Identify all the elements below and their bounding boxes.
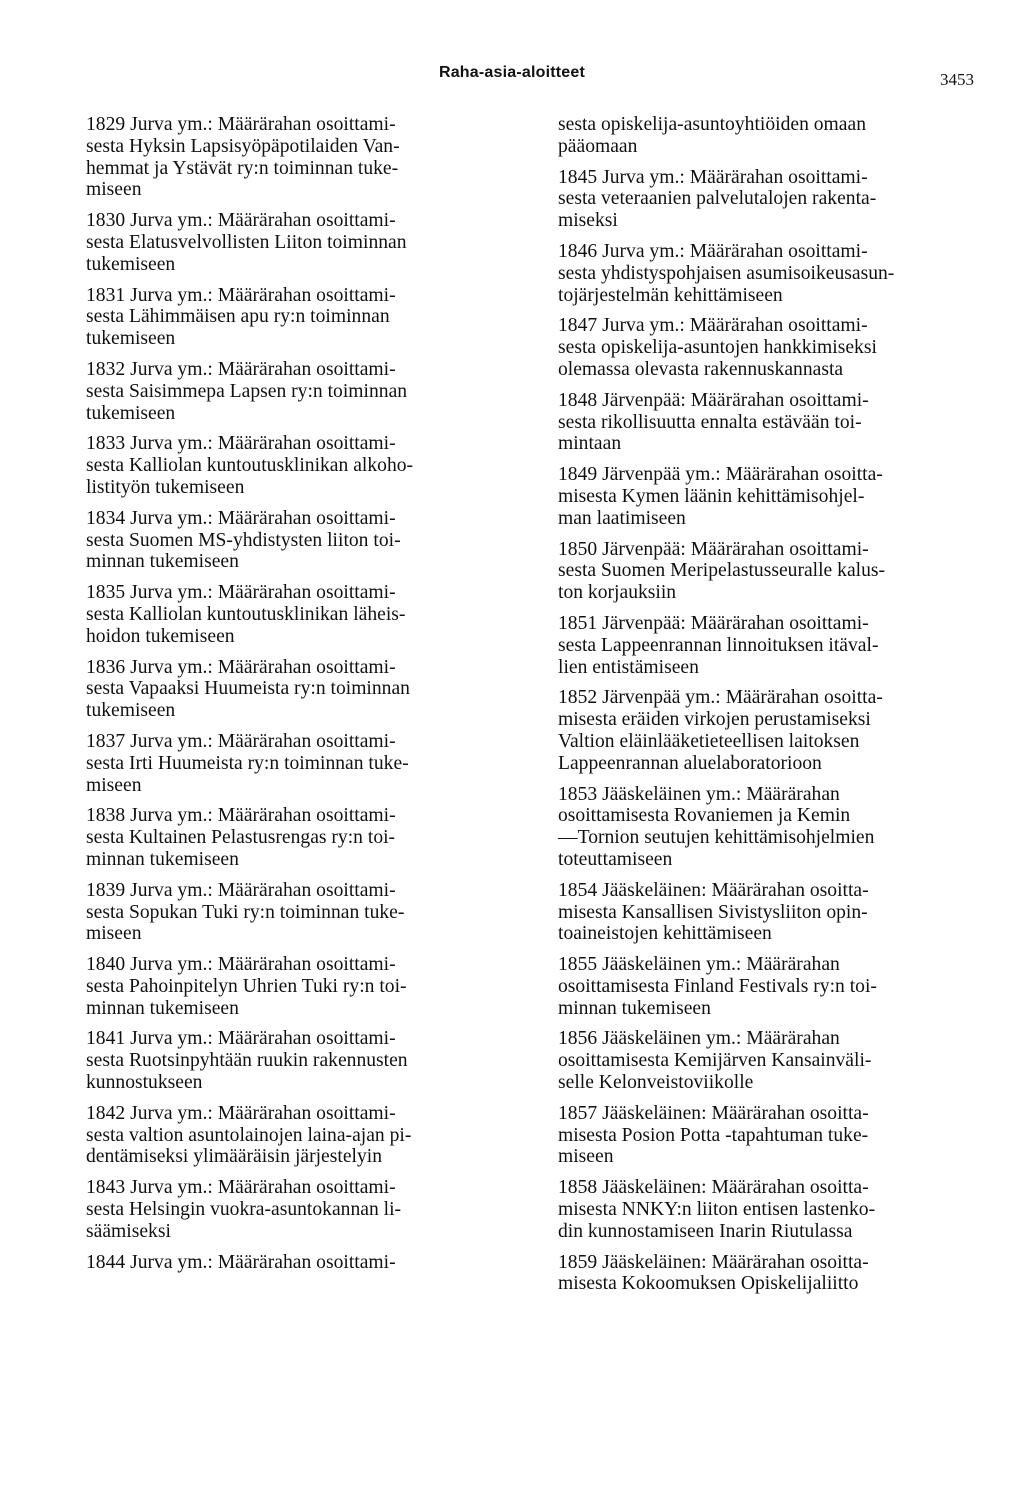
entry (558, 464, 978, 529)
left-column (86, 114, 510, 1282)
entry-text: 1847 Jurva ym.: Määrärahan osoittami- sesta opiskelija-asuntojen hankkimiseksi olemassa olevasta rakennuskannasta (558, 315, 877, 380)
entry (86, 1103, 510, 1168)
entry-text: 1833 Jurva ym.: Määrärahan osoittami- sesta Kalliolan kuntoutusklinikan alkoho- listityön tukemiseen (86, 433, 414, 498)
entry-text: 1857 Jääskeläinen: Määrärahan osoitta- misesta Posion Potta -tapahtuman tuke- miseen (558, 1102, 869, 1168)
entry (86, 508, 510, 573)
entry-text: 1854 Jääskeläinen: Määrärahan osoitta- misesta Kansallisen Sivistysliiton opin- toaineistojen kehittämiseen (558, 879, 869, 945)
entry-text: 1835 Jurva ym.: Määrärahan osoittami- sesta Kalliolan kuntoutusklinikan läheis- hoidon tukemiseen (86, 582, 406, 647)
entry-text: sesta opiskelija-asuntoyhtiöiden omaan pääomaan (558, 114, 866, 157)
entry-text: 1838 Jurva ym.: Määrärahan osoittami- sesta Kultainen Pelastusrengas ry:n toi- minnan tukemiseen (86, 805, 396, 870)
entry (558, 1103, 978, 1168)
entry (558, 390, 978, 455)
running-header-title: Raha-asia-aloitteet (438, 64, 586, 81)
entry-text: 1840 Jurva ym.: Määrärahan osoittami- sesta Pahoinpitelyn Uhrien Tuki ry:n toi- minnan tukemiseen (86, 954, 407, 1019)
entry (558, 613, 978, 678)
entry (558, 167, 978, 232)
entry (86, 880, 510, 945)
entry (558, 315, 978, 380)
entry-text: 1839 Jurva ym.: Määrärahan osoittami- sesta Sopukan Tuki ry:n toiminnan tuke- miseen (86, 879, 405, 945)
entry (86, 657, 510, 722)
entry-text: 1858 Jääskeläinen: Määrärahan osoitta- misesta NNKY:n liiton entisen lastenko- din kunnostamiseen Inarin Riutulassa (558, 1177, 876, 1242)
entry (558, 784, 978, 871)
entry-text: 1856 Jääskeläinen ym.: Määrärahan osoittamisesta Kemijärven Kansainväli- selle Kelonveistoviikolle (558, 1028, 872, 1094)
entry-text: 1841 Jurva ym.: Määrärahan osoittami- sesta Ruotsinpyhtään ruukin rakennusten kunnostukseen (86, 1028, 408, 1094)
entry-text: 1844 Jurva ym.: Määrärahan osoittami- (86, 1251, 396, 1273)
entry (86, 433, 510, 498)
entry-text: 1852 Järvenpää ym.: Määrärahan osoitta- misesta eräiden virkojen perustamiseksi Valtion eläinlääketieteellisen laitoksen Lappeenrannan aluelaboratorioon (558, 687, 883, 774)
entry (86, 1177, 510, 1242)
entry (558, 1177, 978, 1242)
entry (558, 539, 978, 604)
entry-text: 1831 Jurva ym.: Määrärahan osoittami- sesta Lähimmäisen apu ry:n toiminnan tukemiseen (86, 284, 396, 350)
entry (86, 1252, 510, 1274)
entry (86, 582, 510, 647)
entry-text: 1832 Jurva ym.: Määrärahan osoittami- sesta Saisimmepa Lapsen ry:n toiminnan tukemiseen (86, 358, 408, 424)
page-number: 3453 (940, 70, 974, 89)
entry-text: 1859 Jääskeläinen: Määrärahan osoitta- misesta Kokoomuksen Opiskelijaliitto (558, 1251, 869, 1295)
entry-text: 1855 Jääskeläinen ym.: Määrärahan osoittamisesta Finland Festivals ry:n toi- minnan tukemiseen (558, 954, 877, 1019)
entry (86, 114, 510, 201)
entry-text: 1850 Järvenpää: Määrärahan osoittami- sesta Suomen Meripelastusseuralle kalus- ton korjauksiin (558, 538, 886, 604)
entry-text: 1836 Jurva ym.: Määrärahan osoittami- sesta Vapaaksi Huumeista ry:n toiminnan tukemiseen (86, 656, 410, 722)
entry-text: 1849 Järvenpää ym.: Määrärahan osoitta- misesta Kymen läänin kehittämisohjel- man laatimiseen (558, 464, 883, 529)
entry (558, 880, 978, 945)
entry-text: 1829 Jurva ym.: Määrärahan osoittami- sesta Hyksin Lapsisyöpäpotilaiden Van- hemmat ja Ystävät ry:n toiminnan tuke- miseen (86, 114, 400, 201)
entry (86, 1028, 510, 1093)
entry (558, 1252, 978, 1296)
entry-text: 1851 Järvenpää: Määrärahan osoittami- sesta Lappeenrannan linnoituksen itäval- lien entistämiseen (558, 612, 879, 678)
entry (558, 687, 978, 774)
entry (86, 210, 510, 275)
entry (558, 1028, 978, 1093)
entry-text: 1842 Jurva ym.: Määrärahan osoittami- sesta valtion asuntolainojen laina-ajan pi- dentämiseksi ylimääräisin järjestelyin (86, 1102, 412, 1168)
entry-text: 1846 Jurva ym.: Määrärahan osoittami- sesta yhdistyspohjaisen asumisoikeusasun- tojärjestelmän kehittämiseen (558, 240, 895, 306)
entry (86, 285, 510, 350)
entry (558, 241, 978, 306)
entry (558, 114, 978, 158)
entry (86, 359, 510, 424)
entry (558, 954, 978, 1019)
right-column (558, 114, 978, 1304)
entry-text: 1843 Jurva ym.: Määrärahan osoittami- sesta Helsingin vuokra-asuntokannan li- säämiseksi (86, 1177, 402, 1242)
entry-text: 1848 Järvenpää: Määrärahan osoittami- sesta rikollisuutta ennalta estävään toi- mintaan (558, 389, 869, 455)
entry-text: 1837 Jurva ym.: Määrärahan osoittami- sesta Irti Huumeista ry:n toiminnan tuke- miseen (86, 730, 409, 796)
entry-text: 1834 Jurva ym.: Määrärahan osoittami- sesta Suomen MS-yhdistysten liiton toi- minnan tukemiseen (86, 507, 401, 573)
entry (86, 954, 510, 1019)
entry-text: 1845 Jurva ym.: Määrärahan osoittami- sesta veteraanien palvelutalojen rakenta- miseksi (558, 166, 877, 232)
entry-text: 1853 Jääskeläinen ym.: Määrärahan osoittamisesta Rovaniemen ja Kemin —Tornion seutujen kehittämisohjelmien toteuttamiseen (558, 783, 875, 870)
entry (86, 731, 510, 796)
entry (86, 805, 510, 870)
entry-text: 1830 Jurva ym.: Määrärahan osoittami- sesta Elatusvelvollisten Liiton toiminnan tukemiseen (86, 210, 407, 275)
